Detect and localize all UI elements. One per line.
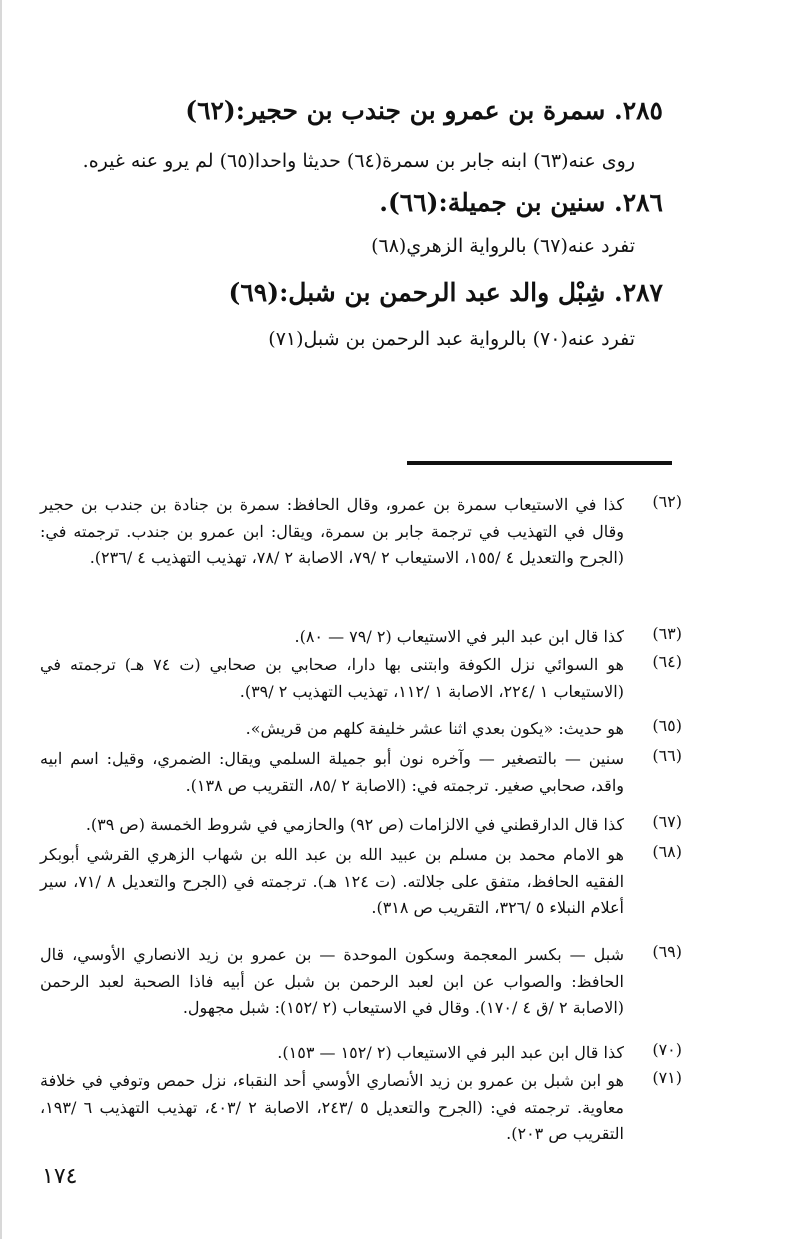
footnote-number: (٦٦) xyxy=(652,746,682,765)
footnote-separator xyxy=(407,461,672,465)
footnote-number: (٦٥) xyxy=(652,716,682,735)
footnote-text: هو حديث: «يكون بعدي اثنا عشر خليفة كلهم من قريش». xyxy=(245,719,624,738)
footnote-text: هو السوائي نزل الكوفة وابتنى بها دارا، صحابي بن صحابي (ت ٧٤ هـ) ترجمته في (الاستيعاب ١ /٢٢٤، الاصابة ١ /١١٢، تهذيب التهذيب ٢ /٣٩). xyxy=(40,655,624,701)
entry-heading-286: ٢٨٦. سنين بن جميلة:(٦٦). xyxy=(379,188,663,217)
footnote-64 xyxy=(40,652,682,705)
footnote-number: (٧١) xyxy=(652,1068,682,1087)
footnote-70 xyxy=(40,1040,682,1067)
footnote-number: (٦٢) xyxy=(652,492,682,511)
footnote-number: (٦٨) xyxy=(652,842,682,861)
footnote-69 xyxy=(40,942,682,1022)
footnote-67 xyxy=(40,812,682,839)
footnote-text: كذا قال الدارقطني في الالزامات (ص ٩٢) والحازمي في شروط الخمسة (ص ٣٩). xyxy=(85,815,624,834)
footnote-number: (٦٩) xyxy=(652,942,682,961)
footnote-66 xyxy=(40,746,682,799)
scan-edge xyxy=(0,0,2,1239)
footnote-text: كذا قال ابن عبد البر في الاستيعاب (٢ /٧٩ — ٨٠). xyxy=(294,627,624,646)
entry-text-285: روى عنه(٦٣) ابنه جابر بن سمرة(٦٤) حديثا واحدا(٦٥) لم يرو عنه غيره. xyxy=(82,150,635,172)
footnote-68 xyxy=(40,842,682,922)
footnote-text: كذا في الاستيعاب سمرة بن عمرو، وقال الحافظ: سمرة بن جنادة بن جندب بن حجير وقال في التهذيب في ترجمة جابر بن سمرة، ويقال: ابن عمرو بن جندب. ترجمته في: (الجرح والتعديل ٤ /١٥٥، الاستيعاب ٢ /٧٩، الاصابة ٢ /٧٨، تهذيب التهذيب ٤ /٢٣٦). xyxy=(40,495,624,567)
entry-heading-285: ٢٨٥. سمرة بن عمرو بن جندب بن حجير:(٦٢) xyxy=(185,96,663,125)
footnote-63 xyxy=(40,624,682,651)
footnote-65 xyxy=(40,716,682,743)
footnote-text: سنين — بالتصغير — وآخره نون أبو جميلة السلمي ويقال: الضمري، وقيل: اسم ابيه واقد، صحابي صغير. ترجمته في: (الاصابة ٢ /٨٥، التقريب ص ١٣٨). xyxy=(40,749,624,795)
entry-text-286: تفرد عنه(٦٧) بالرواية الزهري(٦٨) xyxy=(371,235,635,257)
footnote-text: كذا قال ابن عبد البر في الاستيعاب (٢ /١٥٢ — ١٥٣). xyxy=(277,1043,624,1062)
footnote-62 xyxy=(40,492,682,572)
entry-heading-287: ٢٨٧. شِبْل والد عبد الرحمن بن شبل:(٦٩) xyxy=(228,278,663,307)
footnote-text: هو الامام محمد بن مسلم بن عبيد الله بن عبد الله بن شهاب الزهري القرشي أبوبكر الفقيه الحافظ، متفق على جلالته. (ت ١٢٤ هـ). ترجمته في (الجرح والتعديل ٨ /٧١، سير أعلام النبلاء ٥ /٣٢٦، التقريب ص ٣١٨). xyxy=(40,845,625,917)
footnote-number: (٦٧) xyxy=(652,812,682,831)
entry-text-287: تفرد عنه(٧٠) بالرواية عبد الرحمن بن شبل(٧١) xyxy=(268,328,635,350)
page-number: ١٧٤ xyxy=(42,1164,78,1189)
footnote-number: (٦٤) xyxy=(652,652,682,671)
footnote-71 xyxy=(40,1068,682,1148)
footnote-text: شبل — بكسر المعجمة وسكون الموحدة — بن عمرو بن زيد الانصاري الأوسي، قال الحافظ: والصواب عن ابن لعبد الرحمن بن شبل عن أبيه فاذا الصحبة لعبد الرحمن (الاصابة ٢ /ق ٤ /١٧٠). وقال في الاستيعاب (٢ /١٥٢): شبل مجهول. xyxy=(40,945,624,1017)
footnote-number: (٦٣) xyxy=(652,624,682,643)
footnote-text: هو ابن شبل بن عمرو بن زيد الأنصاري الأوسي أحد النقباء، نزل حمص وتوفي في خلافة معاوية. ترجمته في: (الجرح والتعديل ٥ /٢٤٣، الاصابة ٢ /٤٠٣، تهذيب التهذيب ٦ /١٩٣، التقريب ص ٢٠٣). xyxy=(40,1071,624,1143)
footnote-number: (٧٠) xyxy=(652,1040,682,1059)
